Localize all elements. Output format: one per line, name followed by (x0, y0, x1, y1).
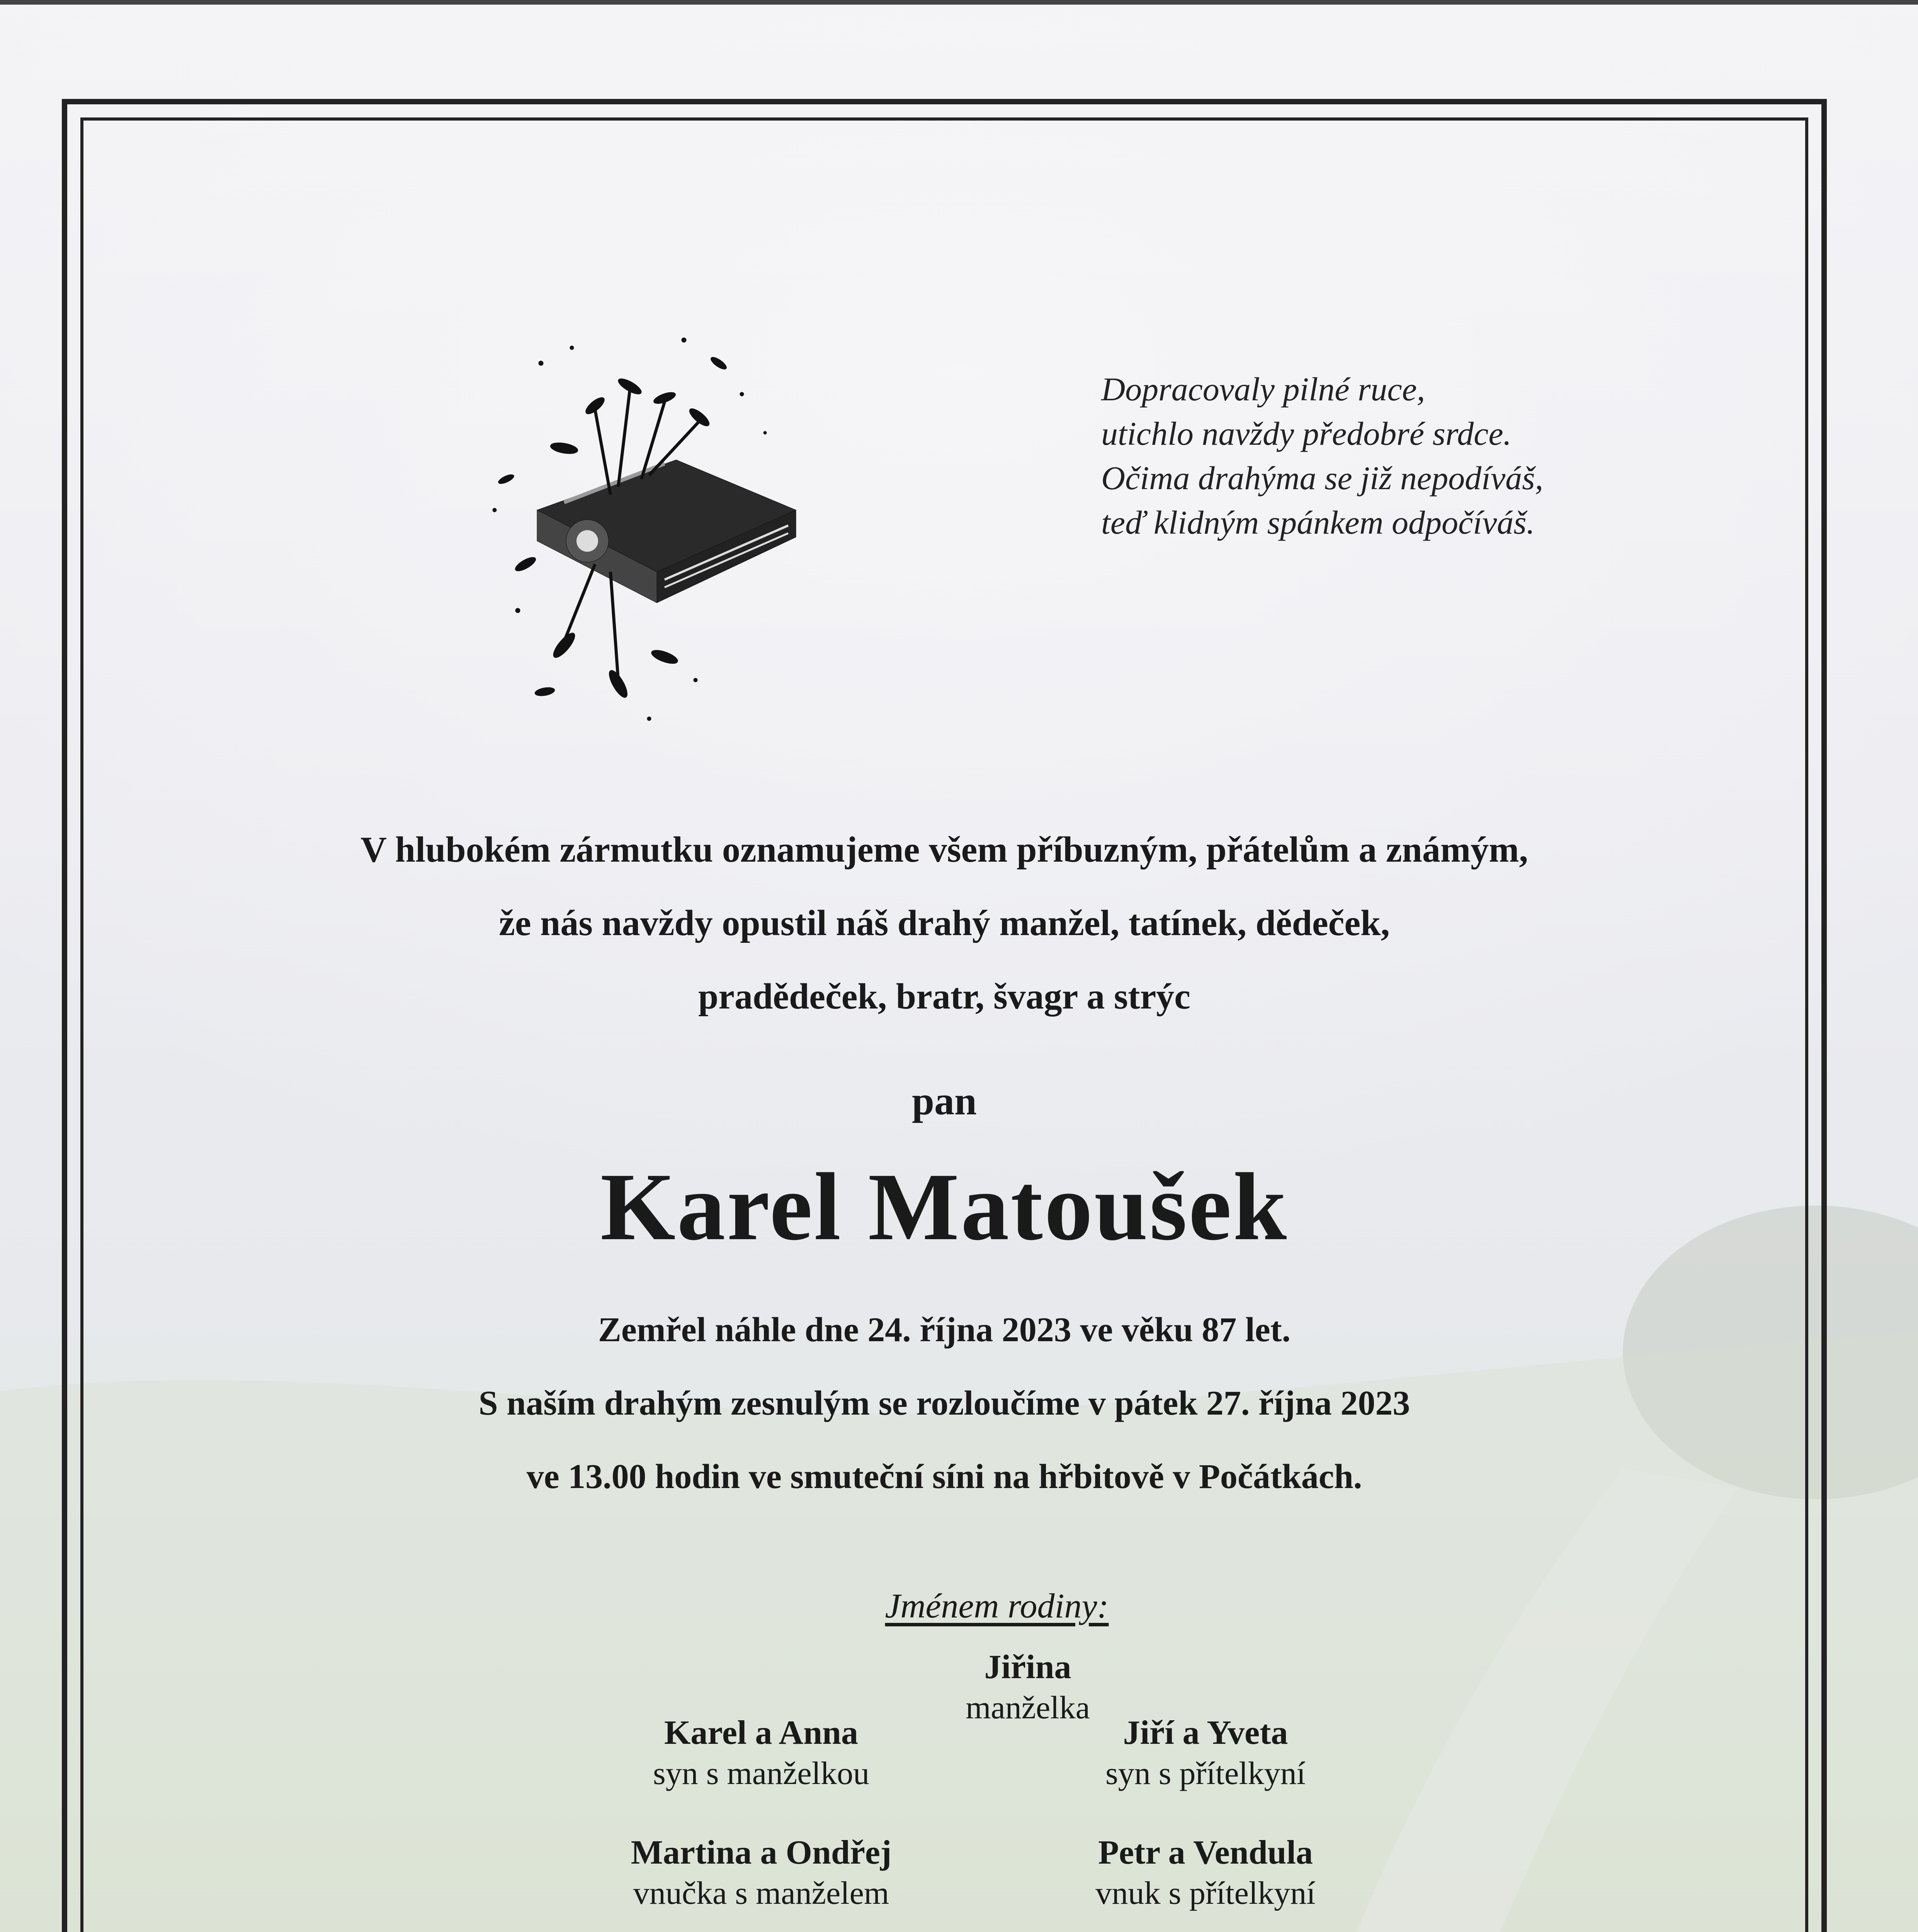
member-relation: syn s manželkou (653, 1755, 869, 1791)
funeral-details: ve 13.00 hodin ve smuteční síni na hřbitově v Počátkách. (526, 1458, 1362, 1496)
member-name: Martina a Ondřej (631, 1834, 892, 1871)
member-relation: syn s přítelkyní (1105, 1755, 1306, 1791)
member-name: Jiřina (984, 1648, 1071, 1686)
member-relation: vnuk s přítelkyní (1095, 1875, 1316, 1911)
verse-line: teď klidným spánkem odpočíváš. (1101, 504, 1535, 541)
announcement-line: že nás navždy opustil náš drahý manžel, tatínek, dědeček, (499, 903, 1390, 943)
death-details: Zemřel náhle dne 24. října 2023 ve věku 87 let. (598, 1311, 1291, 1349)
deceased-name: Karel Matoušek (600, 1153, 1289, 1260)
memorial-verse (1101, 367, 1758, 545)
member-name: Petr a Vendula (1098, 1834, 1313, 1871)
family-member (935, 1832, 1476, 1913)
verse-line: utichlo navždy předobré srdce. (1101, 415, 1512, 452)
deceased-title: pan (912, 1079, 977, 1123)
top-edge-line (0, 0, 1918, 5)
verse-line: Dopracovaly pilné ruce, (1101, 371, 1425, 408)
family-member (935, 1712, 1476, 1793)
verse-line: Očima drahýma se již nepodíváš, (1101, 459, 1544, 497)
member-relation: manželka (966, 1690, 1090, 1726)
announcement-line: V hlubokém zármutku oznamujeme všem příbuzným, přátelům a známým, (360, 830, 1528, 870)
family-header: Jménem rodiny: (885, 1587, 1109, 1625)
member-relation: vnučka s manželem (633, 1875, 889, 1911)
member-name: Jiří a Yveta (1123, 1714, 1288, 1752)
funeral-details: S naším drahým zesnulým se rozloučíme v pátek 27. října 2023 (478, 1384, 1410, 1422)
book-with-flowers-icon (448, 294, 811, 750)
member-name: Karel a Anna (664, 1714, 858, 1752)
announcement-line: pradědeček, bratr, švagr a strýc (698, 976, 1191, 1017)
